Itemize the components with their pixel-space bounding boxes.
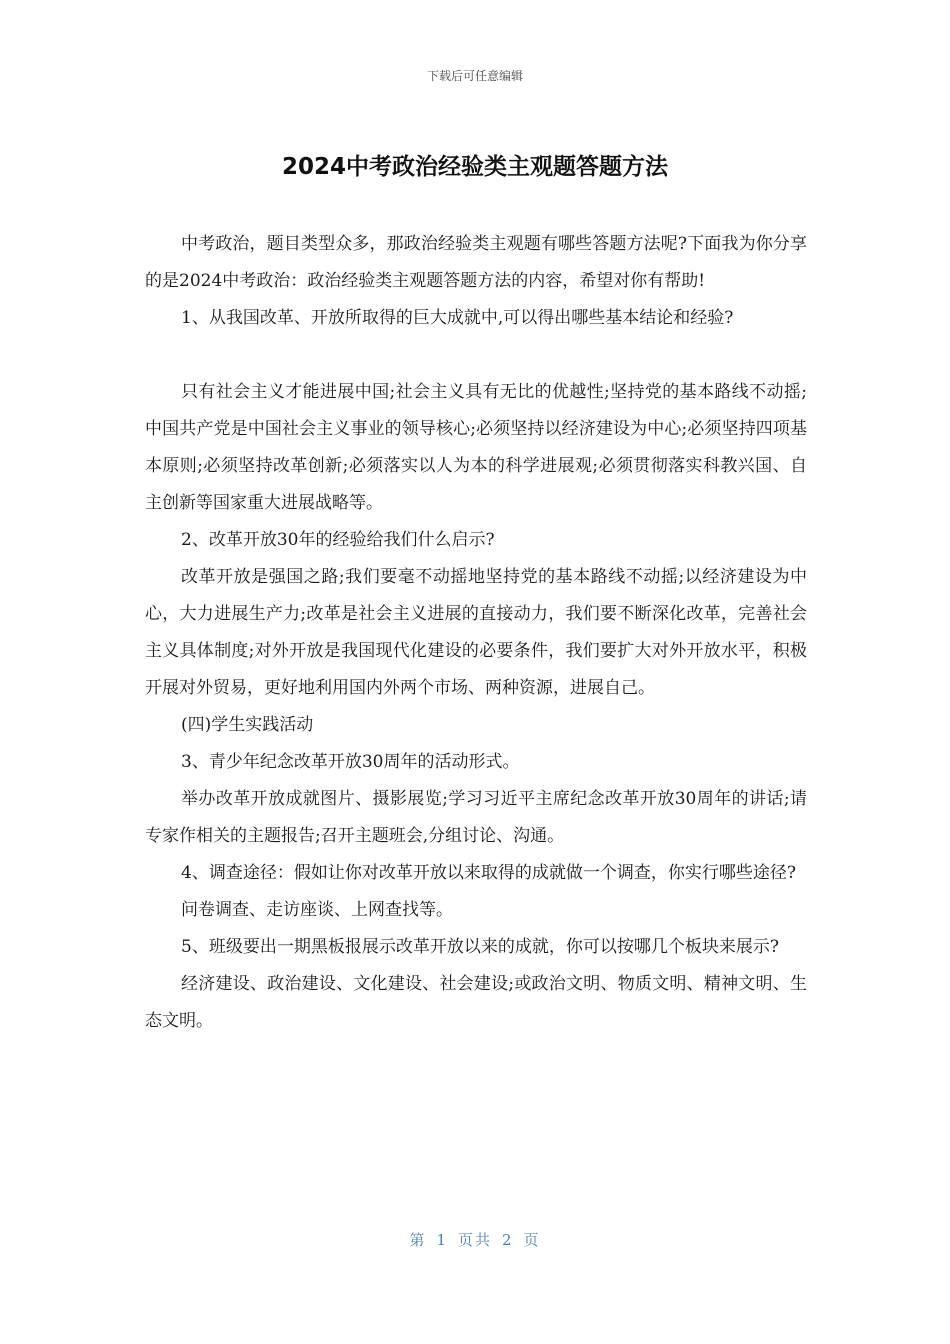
footer-prefix: 第	[409, 1231, 427, 1249]
page-header-note: 下载后可任意编辑	[426, 69, 523, 83]
document-title: 2024中考政治经验类主观题答题方法	[281, 154, 668, 180]
page-footer	[0, 1229, 950, 1250]
answer-2: 改革开放是强国之路;我们要毫不动摇地坚持党的基本路线不动摇;以经济建设为中心，大力进展生产力;改革是社会主义进展的直接动力，我们要不断深化改革，完善社会主义具体制度;对外开放是我国现代化建设的必要条件，我们要扩大对外开放水平，积极开展对外贸易，更好地利用国内外两个市场、两种资源，进展自己。	[145, 567, 807, 698]
question-4: 4、调查途径：假如让你对改革开放以来取得的成就做一个调查，你实行哪些途径?	[181, 863, 796, 883]
footer-total-pages: 2	[502, 1231, 514, 1249]
question-2: 2、改革开放30年的经验给我们什么启示?	[181, 530, 495, 550]
answer-1: 只有社会主义才能进展中国;社会主义具有无比的优越性;坚持党的基本路线不动摇;中国共产党是中国社会主义事业的领导核心;必须坚持以经济建设为中心;必须坚持四项基本原则;必须坚持改革创新;必须落实以人为本的科学进展观;必须贯彻落实科教兴国、自主创新等国家重大进展战略等。	[145, 382, 807, 513]
question-1: 1、从我国改革、开放所取得的巨大成就中,可以得出哪些基本结论和经验?	[181, 308, 734, 328]
intro-paragraph: 中考政治，题目类型众多，那政治经验类主观题有哪些答题方法呢?下面我为你分享的是2024中考政治：政治经验类主观题答题方法的内容，希望对你有帮助!	[145, 234, 807, 291]
document-body	[145, 226, 807, 1040]
section-heading: (四)学生实践活动	[181, 715, 314, 735]
footer-suffix: 页	[523, 1231, 541, 1249]
answer-3: 举办改革开放成就图片、摄影展览;学习习近平主席纪念改革开放30周年的讲话;请专家作相关的主题报告;召开主题班会,分组讨论、沟通。	[145, 789, 807, 846]
question-3: 3、青少年纪念改革开放30周年的活动形式。	[181, 752, 520, 772]
answer-4: 问卷调查、走访座谈、上网查找等。	[181, 900, 453, 920]
question-5: 5、班级要出一期黑板报展示改革开放以来的成就，你可以按哪几个板块来展示?	[181, 937, 779, 957]
footer-middle: 页共	[457, 1231, 492, 1249]
footer-current-page: 1	[436, 1231, 448, 1249]
answer-5: 经济建设、政治建设、文化建设、社会建设;或政治文明、物质文明、精神文明、生态文明。	[145, 974, 807, 1031]
